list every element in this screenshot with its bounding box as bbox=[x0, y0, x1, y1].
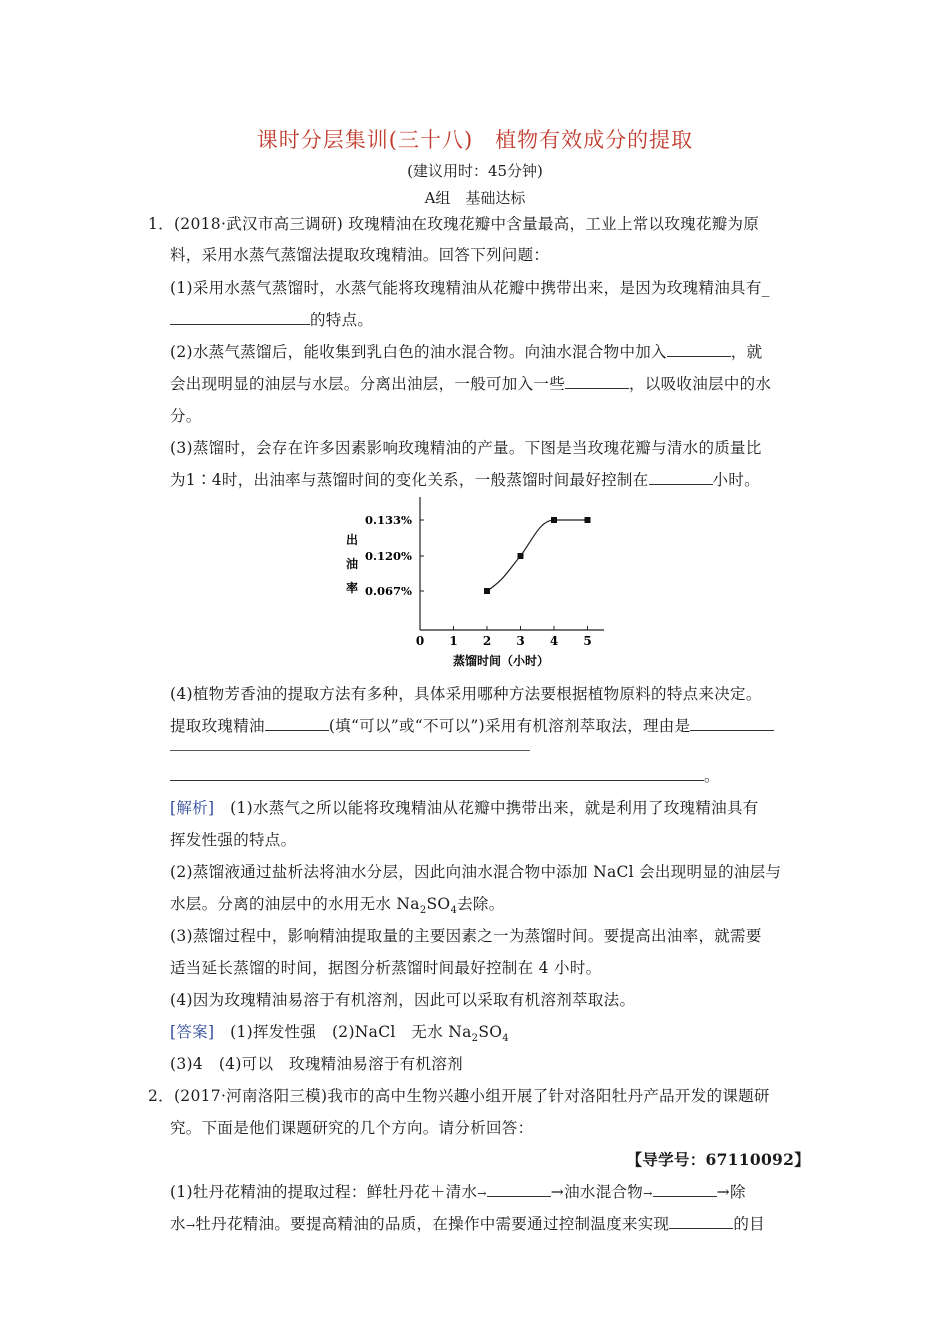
q1-part2-line-1: (2)水蒸气蒸馏后，能收集到乳白色的油水混合物。向油水混合物中加入 ，就 bbox=[170, 343, 763, 361]
suggested-time: (建议用时：45分钟) bbox=[407, 162, 543, 180]
answer-blank[interactable] bbox=[565, 374, 629, 389]
analysis-line-4: 水层。分离的油层中的水用无水 $Na_2SO_4$去除。 bbox=[170, 895, 505, 917]
answer-line[interactable] bbox=[170, 750, 530, 751]
data-point bbox=[484, 588, 490, 594]
q1-part3-line-2: 为1∶4时，出油率与蒸馏时间的变化关系，一般蒸馏时间最好控制在 小时。 bbox=[170, 471, 760, 489]
answer-blank[interactable] bbox=[690, 716, 774, 731]
answer-blank[interactable] bbox=[487, 1182, 551, 1197]
answer-line-2: (3)4 (4)可以 玫瑰精油易溶于有机溶剂 bbox=[170, 1055, 463, 1073]
group-heading: A组 基础达标 bbox=[424, 189, 526, 207]
data-point bbox=[551, 517, 557, 523]
x-tick-label: 5 bbox=[583, 634, 592, 648]
y-tick-label: 0.067% bbox=[365, 584, 412, 598]
x-tick-label: 2 bbox=[482, 634, 492, 648]
q1-part3-line-1: (3)蒸馏时，会存在许多因素影响玫瑰精油的产量。下图是当玫瑰花瓣与清水的质量比 bbox=[170, 439, 762, 457]
guide-number: 【导学号：67110092】 bbox=[626, 1150, 810, 1169]
y-axis-label-char: 油 bbox=[345, 557, 359, 571]
q2-part1-line-1: (1)牡丹花精油的提取过程：鲜牡丹花＋清水→ →油水混合物→ →除 bbox=[170, 1183, 746, 1201]
answer-tag: [答案] bbox=[170, 1023, 215, 1041]
data-point bbox=[585, 517, 591, 523]
x-tick-label: 1 bbox=[449, 634, 458, 648]
answer-blank[interactable] bbox=[265, 716, 329, 731]
q2-line-1: 2．(2017·河南洛阳三模)我市的高中生物兴趣小组开展了针对洛阳牡丹产品开发的课题研 bbox=[148, 1087, 770, 1105]
page-title: 课时分层集训(三十八) 植物有效成分的提取 bbox=[256, 128, 694, 152]
answer-blank[interactable] bbox=[653, 1182, 717, 1197]
data-point bbox=[518, 553, 524, 559]
q1-part2-line-3: 分。 bbox=[170, 407, 202, 425]
x-tick-label: 3 bbox=[516, 634, 525, 648]
q1-part4-line-2: 提取玫瑰精油 (填“可以”或“不可以”)采用有机溶剂萃取法，理由是 bbox=[170, 716, 774, 736]
q2-part1-line-2: 水→牡丹花精油。要提高精油的品质，在操作中需要通过控制温度来实现 的目 bbox=[170, 1215, 765, 1233]
x-tick-label: 4 bbox=[549, 634, 559, 648]
answer-blank[interactable] bbox=[649, 470, 713, 485]
q1-part2-line-2: 会出现明显的油层与水层。分离出油层，一般可加入一些 ，以吸收油层中的水 bbox=[170, 375, 772, 393]
y-axis-label-char: 率 bbox=[345, 581, 359, 595]
q1-part4-line-1: (4)植物芳香油的提取方法有多种，具体采用哪种方法要根据植物原料的特点来决定。 bbox=[170, 685, 762, 703]
answer-blank[interactable] bbox=[667, 342, 731, 357]
analysis-line-3: (2)蒸馏液通过盐析法将油水分层，因此向油水混合物中添加 NaCl 会出现明显的油层与 bbox=[170, 863, 782, 881]
x-axis-label: 蒸馏时间（小时） bbox=[452, 654, 550, 668]
q1-line-1: 1．(2018·武汉市高三调研) 玫瑰精油在玫瑰花瓣中含量最高，工业上常以玫瑰花瓣为原 bbox=[148, 215, 760, 233]
analysis-line-7: (4)因为玫瑰精油易溶于有机溶剂，因此可以采取有机溶剂萃取法。 bbox=[170, 991, 636, 1009]
answer-blank[interactable] bbox=[170, 766, 704, 781]
analysis-line-2: 挥发性强的特点。 bbox=[170, 831, 297, 849]
analysis-line-1: [解析] (1)水蒸气之所以能将玫瑰精油从花瓣中携带出来，就是利用了玫瑰精油具有 bbox=[170, 799, 759, 817]
q1-part1-line-2: 的特点。 bbox=[170, 310, 373, 330]
answer-blank[interactable] bbox=[170, 310, 310, 325]
q1-part4-line-4: 。 bbox=[170, 766, 720, 786]
answer-blank[interactable] bbox=[669, 1214, 733, 1229]
q2-line-2: 究。下面是他们课题研究的几个方向。请分析回答： bbox=[170, 1119, 534, 1137]
q1-part1-line-1: (1)采用水蒸气蒸馏时，水蒸气能将玫瑰精油从花瓣中携带出来，是因为玫瑰精油具有_ bbox=[170, 279, 770, 297]
analysis-tag: [解析] bbox=[170, 799, 215, 817]
y-axis-label-char: 出 bbox=[345, 533, 359, 547]
y-tick-label: 0.120% bbox=[365, 549, 412, 563]
x-tick-label: 0 bbox=[415, 634, 425, 648]
y-tick-label: 0.133% bbox=[365, 513, 412, 527]
oil-yield-chart bbox=[330, 495, 630, 675]
analysis-line-5: (3)蒸馏过程中，影响精油提取量的主要因素之一为蒸馏时间。要提高出油率，就需要 bbox=[170, 927, 762, 945]
answer-line-1: [答案] (1)挥发性强 (2)NaCl 无水 $Na_2SO_4$ bbox=[170, 1023, 509, 1045]
analysis-line-6: 适当延长蒸馏的时间，据图分析蒸馏时间最好控制在 4 小时。 bbox=[170, 959, 602, 977]
series-line bbox=[487, 520, 588, 591]
q1-line-2: 料，采用水蒸气蒸馏法提取玫瑰精油。回答下列问题： bbox=[170, 246, 550, 264]
